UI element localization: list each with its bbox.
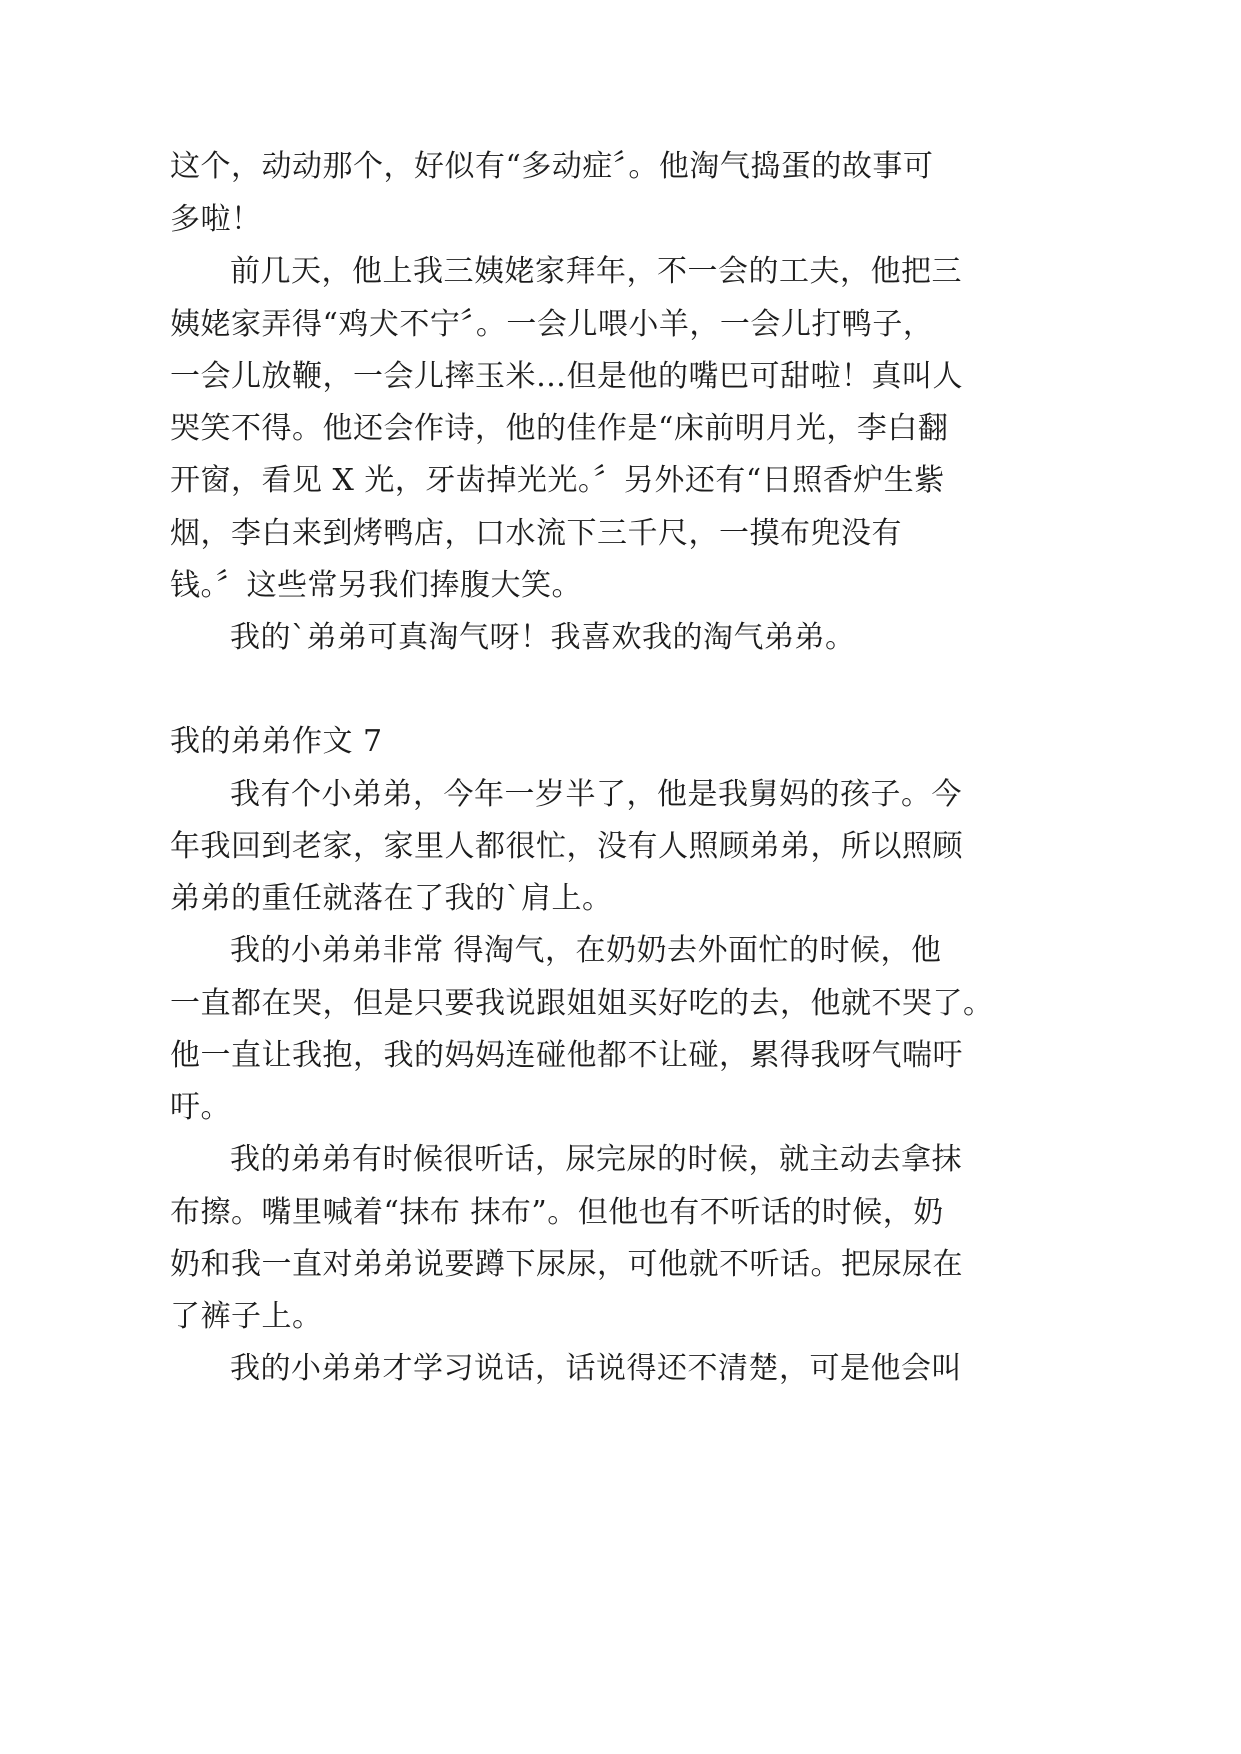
text-line: 我有个小弟弟，今年一岁半了，他是我舅妈的孩子。今 bbox=[230, 777, 962, 812]
text-line: 奶和我一直对弟弟说要蹲下尿尿，可他就不听话。把尿尿在 bbox=[170, 1247, 963, 1282]
text-line: 这个，动动那个，好似有“多动症〞。他淘气捣蛋的故事可 bbox=[170, 149, 934, 184]
text-line: 我的`弟弟可真淘气呀！我喜欢我的淘气弟弟。 bbox=[230, 620, 856, 655]
text-line: 烟，李白来到烤鸭店，口水流下三千尺，一摸布兜没有 bbox=[170, 516, 902, 551]
text-line: 哭笑不得。他还会作诗，他的佳作是“床前明月光，李白翻 bbox=[170, 411, 949, 446]
text-line: 一会儿放鞭，一会儿摔玉米…但是他的嘴巴可甜啦！真叫人 bbox=[170, 359, 963, 394]
text-line: 多啦！ bbox=[170, 202, 262, 237]
text-line: 开窗，看见 X 光，牙齿掉光光。〞另外还有“日照香炉生紫 bbox=[170, 463, 945, 498]
text-line: 姨姥家弄得“鸡犬不宁〞。一会儿喂小羊，一会儿打鸭子， bbox=[170, 307, 934, 342]
text-line: 吁。 bbox=[170, 1090, 231, 1125]
text-line: 我的小弟弟才学习说话，话说得还不清楚，可是他会叫 bbox=[230, 1351, 962, 1386]
text-line: 了裤子上。 bbox=[170, 1299, 323, 1334]
text-line: 布擦。嘴里喊着“抹布 抹布”。但他也有不听话的时候，奶 bbox=[170, 1195, 944, 1230]
text-line: 一直都在哭，但是只要我说跟姐姐买好吃的去，他就不哭了。 bbox=[170, 986, 994, 1021]
text-line: 他一直让我抱，我的妈妈连碰他都不让碰，累得我呀气喘吁 bbox=[170, 1038, 963, 1073]
section-title: 我的弟弟作文 7 bbox=[170, 724, 383, 759]
text-line: 我的弟弟有时候很听话，尿完尿的时候，就主动去拿抹 bbox=[230, 1142, 962, 1177]
text-line: 弟弟的重任就落在了我的`肩上。 bbox=[170, 881, 613, 916]
text-line: 年我回到老家，家里人都很忙，没有人照顾弟弟，所以照顾 bbox=[170, 829, 963, 864]
text-line: 钱。〞这些常另我们捧腹大笑。 bbox=[170, 568, 582, 603]
text-line: 前几天，他上我三姨姥家拜年，不一会的工夫，他把三 bbox=[230, 254, 962, 289]
text-line: 我的小弟弟非常 得淘气，在奶奶去外面忙的时候，他 bbox=[230, 933, 942, 968]
